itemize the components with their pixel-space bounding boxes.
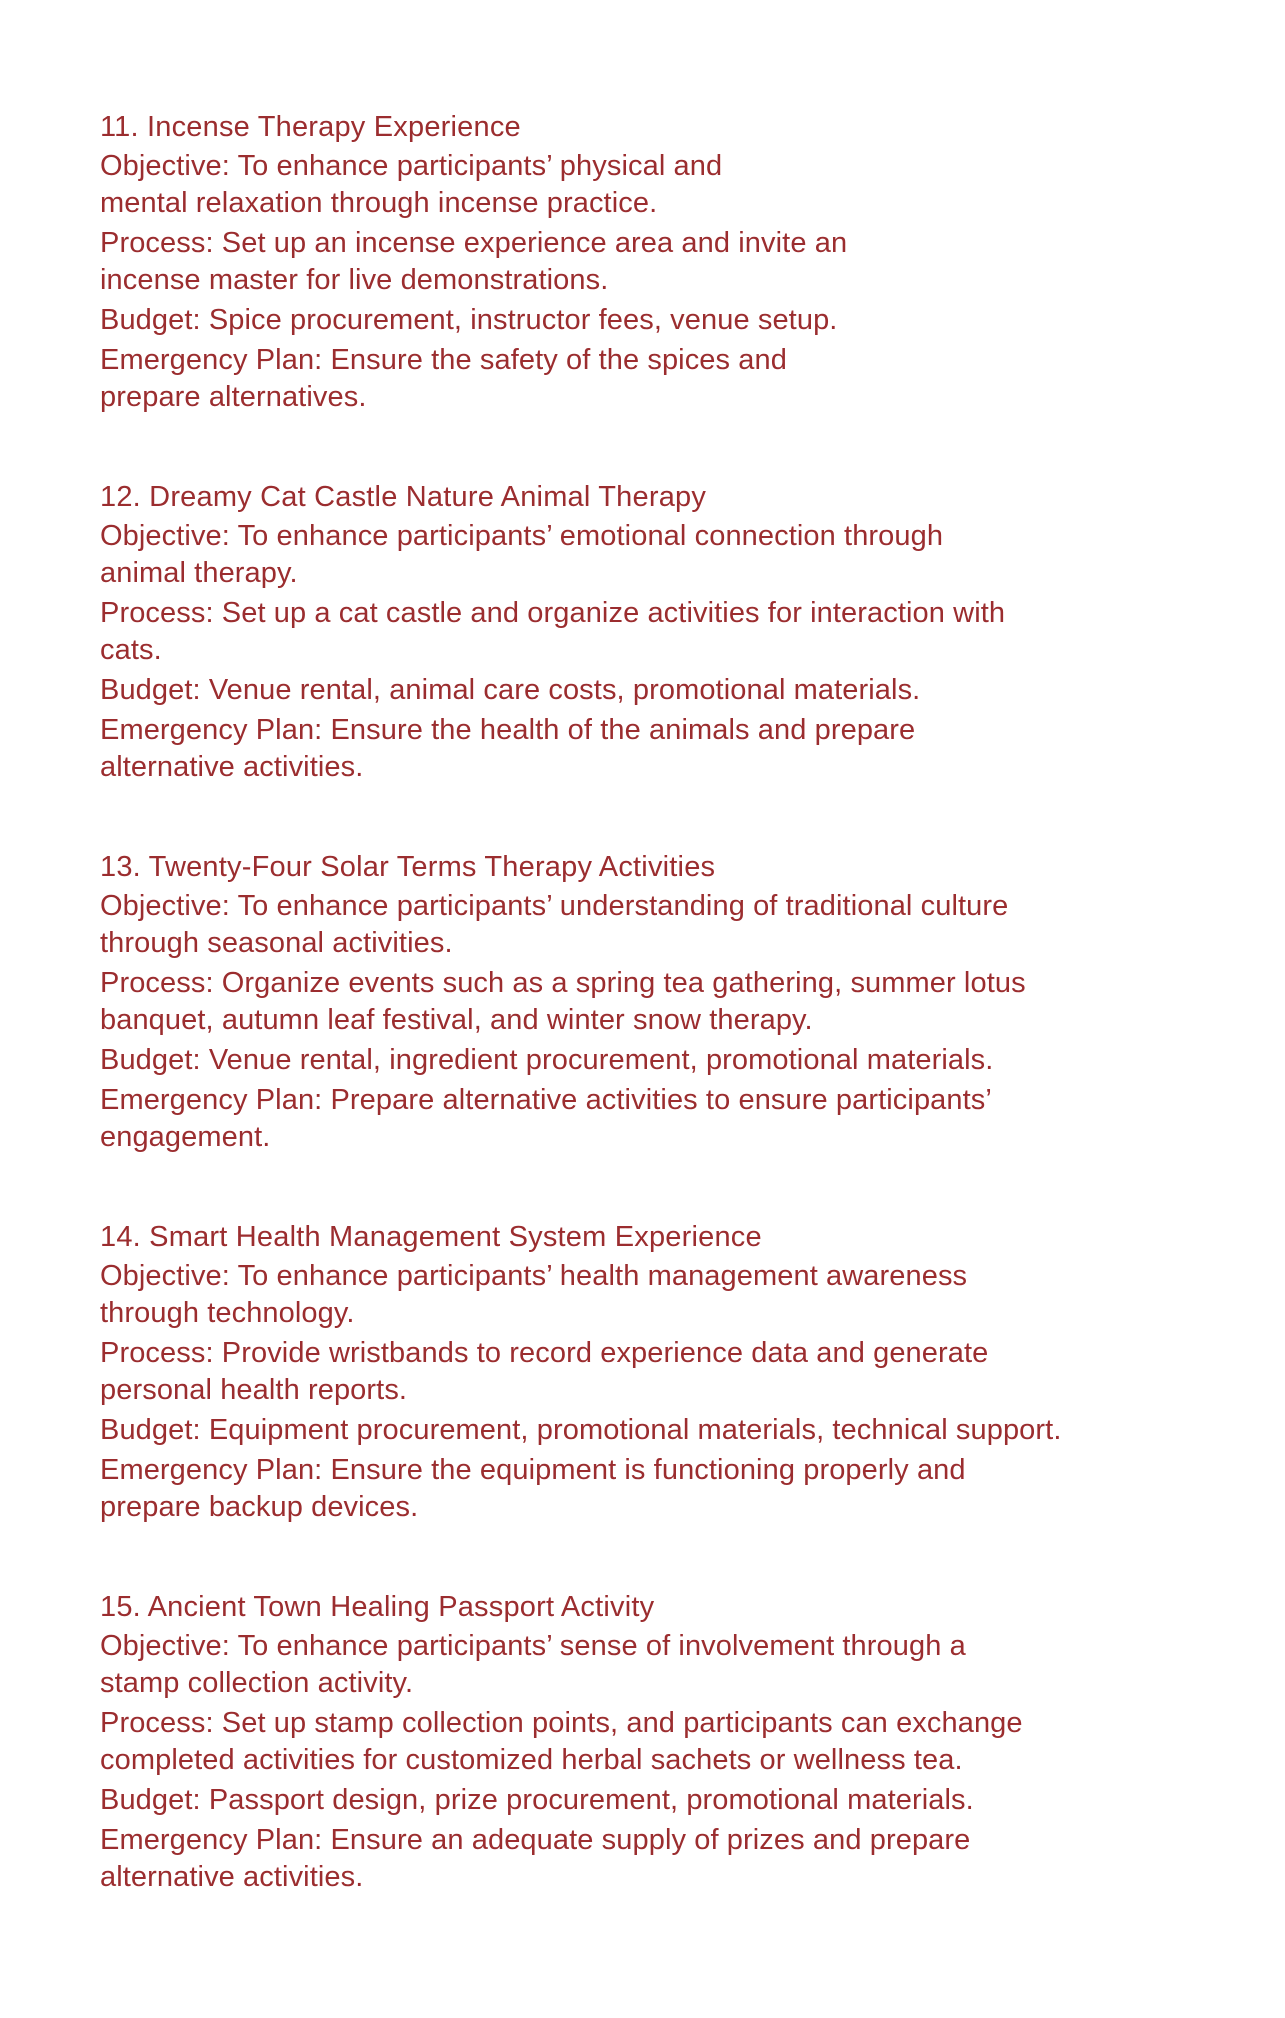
objective-line: Objective: To enhance participants’ health management awareness (100, 1260, 968, 1292)
emergency-plan-text (100, 1082, 1210, 1156)
process-line: cats. (100, 634, 162, 666)
process-text (100, 965, 1210, 1039)
objective-text (100, 148, 1210, 222)
section-incense-therapy (100, 108, 1210, 416)
section-title: 11. Incense Therapy Experience (100, 111, 521, 143)
emergency-line: Emergency Plan: Ensure the equipment is functioning properly and (100, 1454, 966, 1486)
process-line: completed activities for customized herbal sachets or wellness tea. (100, 1744, 963, 1776)
process-line: Process: Set up an incense experience area and invite an (100, 227, 848, 259)
process-line: Process: Organize events such as a spring tea gathering, summer lotus (100, 967, 1026, 999)
objective-line: Objective: To enhance participants’ understanding of traditional culture (100, 890, 1009, 922)
objective-line: Objective: To enhance participants’ physical and (100, 150, 723, 182)
objective-line: stamp collection activity. (100, 1667, 414, 1699)
budget-text (100, 1782, 1210, 1819)
process-text (100, 1705, 1210, 1779)
objective-line: through seasonal activities. (100, 927, 453, 959)
emergency-line: Emergency Plan: Ensure the safety of the spices and (100, 344, 787, 376)
budget-line: Budget: Equipment procurement, promotional materials, technical support. (100, 1414, 1062, 1446)
objective-line: Objective: To enhance participants’ sense of involvement through a (100, 1630, 966, 1662)
objective-line: animal therapy. (100, 557, 298, 589)
objective-line: Objective: To enhance participants’ emotional connection through (100, 520, 944, 552)
process-text (100, 225, 1210, 299)
emergency-line: engagement. (100, 1121, 271, 1153)
process-text (100, 1335, 1210, 1409)
process-text (100, 595, 1210, 669)
process-line: personal health reports. (100, 1374, 408, 1406)
objective-line: mental relaxation through incense practice. (100, 187, 658, 219)
emergency-line: prepare backup devices. (100, 1491, 419, 1523)
budget-text (100, 672, 1210, 709)
emergency-plan-text (100, 342, 1210, 416)
objective-text (100, 518, 1210, 592)
budget-line: Budget: Passport design, prize procurement, promotional materials. (100, 1784, 974, 1816)
process-line: Process: Set up a cat castle and organize activities for interaction with (100, 597, 1006, 629)
objective-text (100, 1258, 1210, 1332)
process-line: incense master for live demonstrations. (100, 264, 609, 296)
emergency-line: alternative activities. (100, 1861, 364, 1893)
section-solar-terms-therapy (100, 848, 1210, 1156)
budget-line: Budget: Venue rental, animal care costs, promotional materials. (100, 674, 921, 706)
section-smart-health-system (100, 1218, 1210, 1526)
budget-text (100, 302, 1210, 339)
emergency-line: alternative activities. (100, 751, 364, 783)
document-page (100, 108, 1210, 1958)
process-line: Process: Set up stamp collection points, and participants can exchange (100, 1707, 1023, 1739)
objective-text (100, 888, 1210, 962)
objective-line: through technology. (100, 1297, 355, 1329)
budget-text (100, 1042, 1210, 1079)
emergency-line: Emergency Plan: Ensure the health of the animals and prepare (100, 714, 916, 746)
emergency-plan-text (100, 1452, 1210, 1526)
section-cat-castle-therapy (100, 478, 1210, 786)
process-line: banquet, autumn leaf festival, and winter snow therapy. (100, 1004, 813, 1036)
section-title: 14. Smart Health Management System Experience (100, 1221, 762, 1253)
section-title: 13. Twenty-Four Solar Terms Therapy Activities (100, 851, 716, 883)
emergency-plan-text (100, 712, 1210, 786)
section-title: 12. Dreamy Cat Castle Nature Animal Therapy (100, 481, 707, 513)
emergency-plan-text (100, 1822, 1210, 1896)
budget-line: Budget: Venue rental, ingredient procurement, promotional materials. (100, 1044, 994, 1076)
budget-text (100, 1412, 1210, 1449)
emergency-line: Emergency Plan: Prepare alternative activities to ensure participants’ (100, 1084, 992, 1116)
section-healing-passport (100, 1588, 1210, 1896)
budget-line: Budget: Spice procurement, instructor fees, venue setup. (100, 304, 838, 336)
objective-text (100, 1628, 1210, 1702)
section-title: 15. Ancient Town Healing Passport Activity (100, 1591, 655, 1623)
emergency-line: Emergency Plan: Ensure an adequate supply of prizes and prepare (100, 1824, 971, 1856)
emergency-line: prepare alternatives. (100, 381, 367, 413)
process-line: Process: Provide wristbands to record experience data and generate (100, 1337, 989, 1369)
